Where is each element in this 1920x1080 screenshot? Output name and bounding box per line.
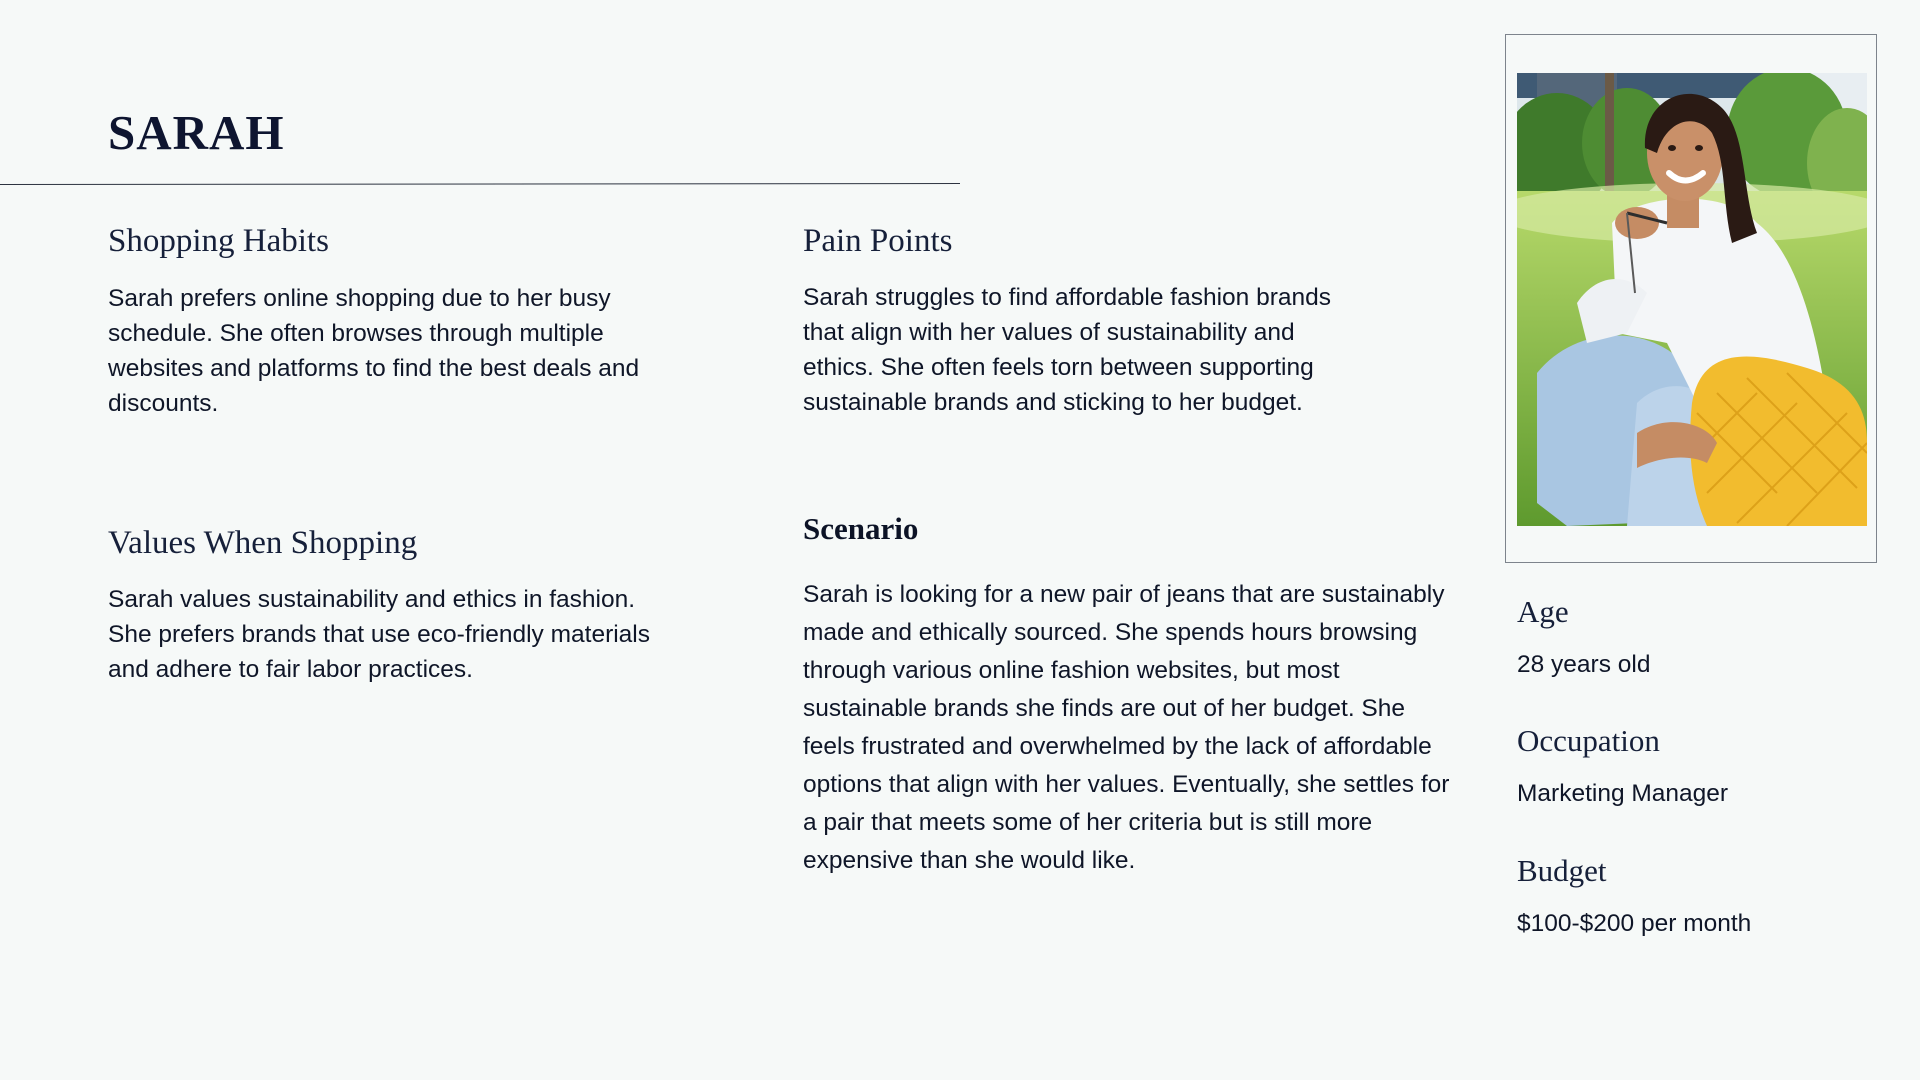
pain-points-heading: Pain Points bbox=[803, 223, 953, 259]
shopping-habits-text: Sarah prefers online shopping due to her busy schedule. She often browses through multiple websites and platforms to find the best deals and discounts. bbox=[108, 285, 640, 417]
scenario-text: Sarah is looking for a new pair of jeans that are sustainably made and ethically sourced. She spends hours browsing through various online fashion websites, but most sustainable brands she finds are out of her budget. She feels frustrated and overwhelmed by the lack of affordable options that align with her values. Eventually, she settles for a pair that meets some of her criteria but is still more expensive than she would like. bbox=[803, 581, 1450, 874]
persona-photo bbox=[1517, 73, 1867, 526]
budget-value: $100-$200 per month bbox=[1517, 910, 1752, 937]
values-heading: Values When Shopping bbox=[108, 525, 418, 561]
persona-photo-frame bbox=[1505, 34, 1877, 563]
occupation-label: Occupation bbox=[1517, 723, 1660, 758]
shopping-habits-heading: Shopping Habits bbox=[108, 223, 329, 259]
occupation-value: Marketing Manager bbox=[1517, 780, 1729, 807]
title-divider bbox=[0, 183, 960, 185]
persona-name: SARAH bbox=[108, 105, 285, 160]
scenario-heading: Scenario bbox=[803, 511, 919, 546]
values-text: Sarah values sustainability and ethics in fashion. She prefers brands that use eco-friendly materials and adhere to fair labor practices. bbox=[108, 586, 650, 683]
age-label: Age bbox=[1517, 594, 1569, 629]
budget-label: Budget bbox=[1517, 853, 1607, 888]
pain-points-text: Sarah struggles to find affordable fashion brands that align with her values of sustainability and ethics. She often feels torn between supporting sustainable brands and sticking to her budget. bbox=[803, 284, 1332, 416]
age-value: 28 years old bbox=[1517, 651, 1651, 678]
